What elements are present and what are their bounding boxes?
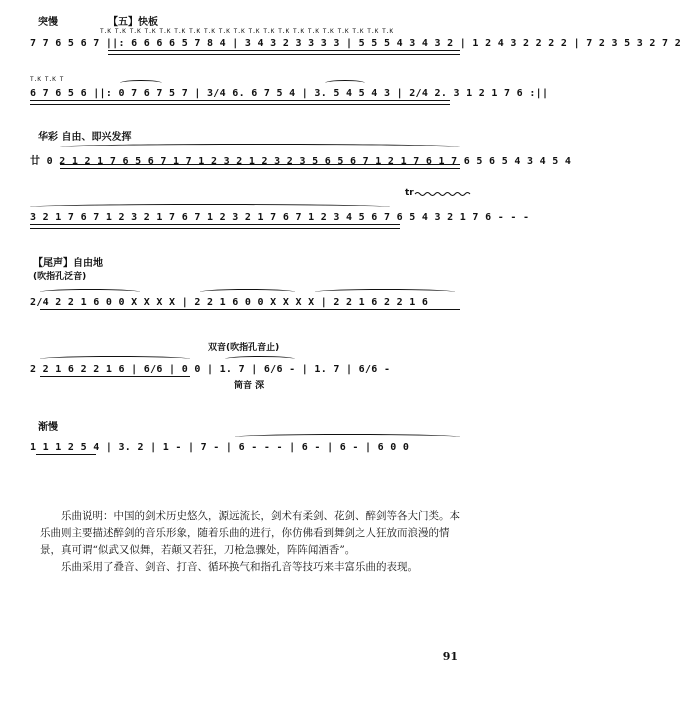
beam-line-1 — [108, 50, 460, 55]
trill-wave-icon — [415, 191, 470, 197]
beam-line-6 — [40, 376, 190, 377]
beam-line-3 — [60, 164, 460, 169]
music-description — [40, 508, 470, 576]
tempo-slow-label: 突慢 — [38, 17, 58, 28]
coda-label: 【尾声】自由地 — [33, 258, 103, 269]
notation-line-7: 1 1 1 2 5 4 | 3. 2 | 1 - | 7 - | 6 - - - | 6 - | 6 - | 6 0 0 — [30, 442, 410, 453]
open-hole-label: 筒音 深 — [234, 381, 265, 391]
slur-6a — [40, 356, 190, 362]
notation-line-2: 6 7 6 5 6 ||: 0 7 6 7 5 7 | 3/4 6. 6 7 5 4 | 3. 5 4 5 4 3 | 2/4 2. 3 1 2 1 7 6 :|| — [30, 88, 549, 99]
notation-line-1: 7 7 6 5 6 7 ||: 6 6 6 6 5 7 8 4 | 3 4 3 2 3 3 3 3 | 5 5 5 4 3 4 3 2 | 1 2 4 3 2 2 2 2 | 7 2 3 5 3 2 7 2 — [30, 38, 681, 49]
trill-mark: tr — [405, 188, 414, 198]
tk-articulation-row-2: T.K T.K T — [30, 76, 64, 83]
beam-line-5 — [40, 309, 460, 310]
notation-line-5: 2/4 2 2 1 6 0 0 X X X X | 2 2 1 6 0 0 X X X X | 2 2 1 6 2 2 1 6 — [30, 297, 429, 308]
double-stop-annotation: 双音(吹指孔音止) — [208, 343, 280, 353]
slur-5a — [40, 289, 140, 295]
beam-line-7 — [36, 454, 96, 455]
notation-line-3: 廿 0 2 1 2 1 7 6 5 6 7 1 7 1 2 3 2 1 2 3 2 3 5 6 5 6 7 1 2 1 7 6 1 7 6 5 6 5 4 3 4 5 4 — [30, 156, 572, 167]
slur-2a — [120, 80, 162, 86]
tk-articulation-row-1: T.K T.K T.K T.K T.K T.K T.K T.K T.K T.K T.K T.K T.K T.K T.K T.K T.K T.K T.K T.K — [100, 28, 394, 35]
tempo-rit-label: 渐慢 — [38, 422, 58, 433]
slur-4 — [30, 204, 390, 210]
slur-5b — [200, 289, 295, 295]
slur-5c — [315, 289, 455, 295]
page-number: 91 — [442, 650, 458, 663]
cadenza-label: 华彩 自由、即兴发挥 — [38, 132, 132, 143]
beam-line-2 — [30, 100, 450, 105]
notation-line-6: 2 2 1 6 2 2 1 6 | 6/6 | 0 0 | 1. 7 | 6/6 - | 1. 7 | 6/6 - — [30, 364, 391, 375]
slur-7 — [235, 434, 460, 440]
description-paragraph-1: 乐曲说明：中国的剑术历史悠久，源远流长，剑术有柔剑、花剑、醉剑等各大门类。本乐曲则主要描述醉剑的音乐形象，随着乐曲的进行，你仿佛看到舞剑之人狂放而浪漫的情景，真可谓“似武又似舞，若颠又若狂，刀枪急骤处，阵阵闻酒香”。 — [40, 510, 460, 556]
harmonics-instruction: (吹指孔泛音) — [33, 272, 87, 282]
beam-line-4 — [30, 224, 400, 229]
slur-3 — [60, 144, 460, 150]
description-paragraph-2: 乐曲采用了叠音、剑音、打音、循环换气和指孔音等技巧来丰富乐曲的表现。 — [61, 561, 418, 573]
slur-2b — [325, 80, 365, 86]
notation-line-4: 3 2 1 7 6 7 1 2 3 2 1 7 6 7 1 2 3 2 1 7 6 7 1 2 3 4 5 6 7 6 5 4 3 2 1 7 6 - - - — [30, 212, 530, 223]
slur-6b — [225, 356, 295, 362]
section-fast-label: 【五】快板 — [108, 17, 158, 28]
